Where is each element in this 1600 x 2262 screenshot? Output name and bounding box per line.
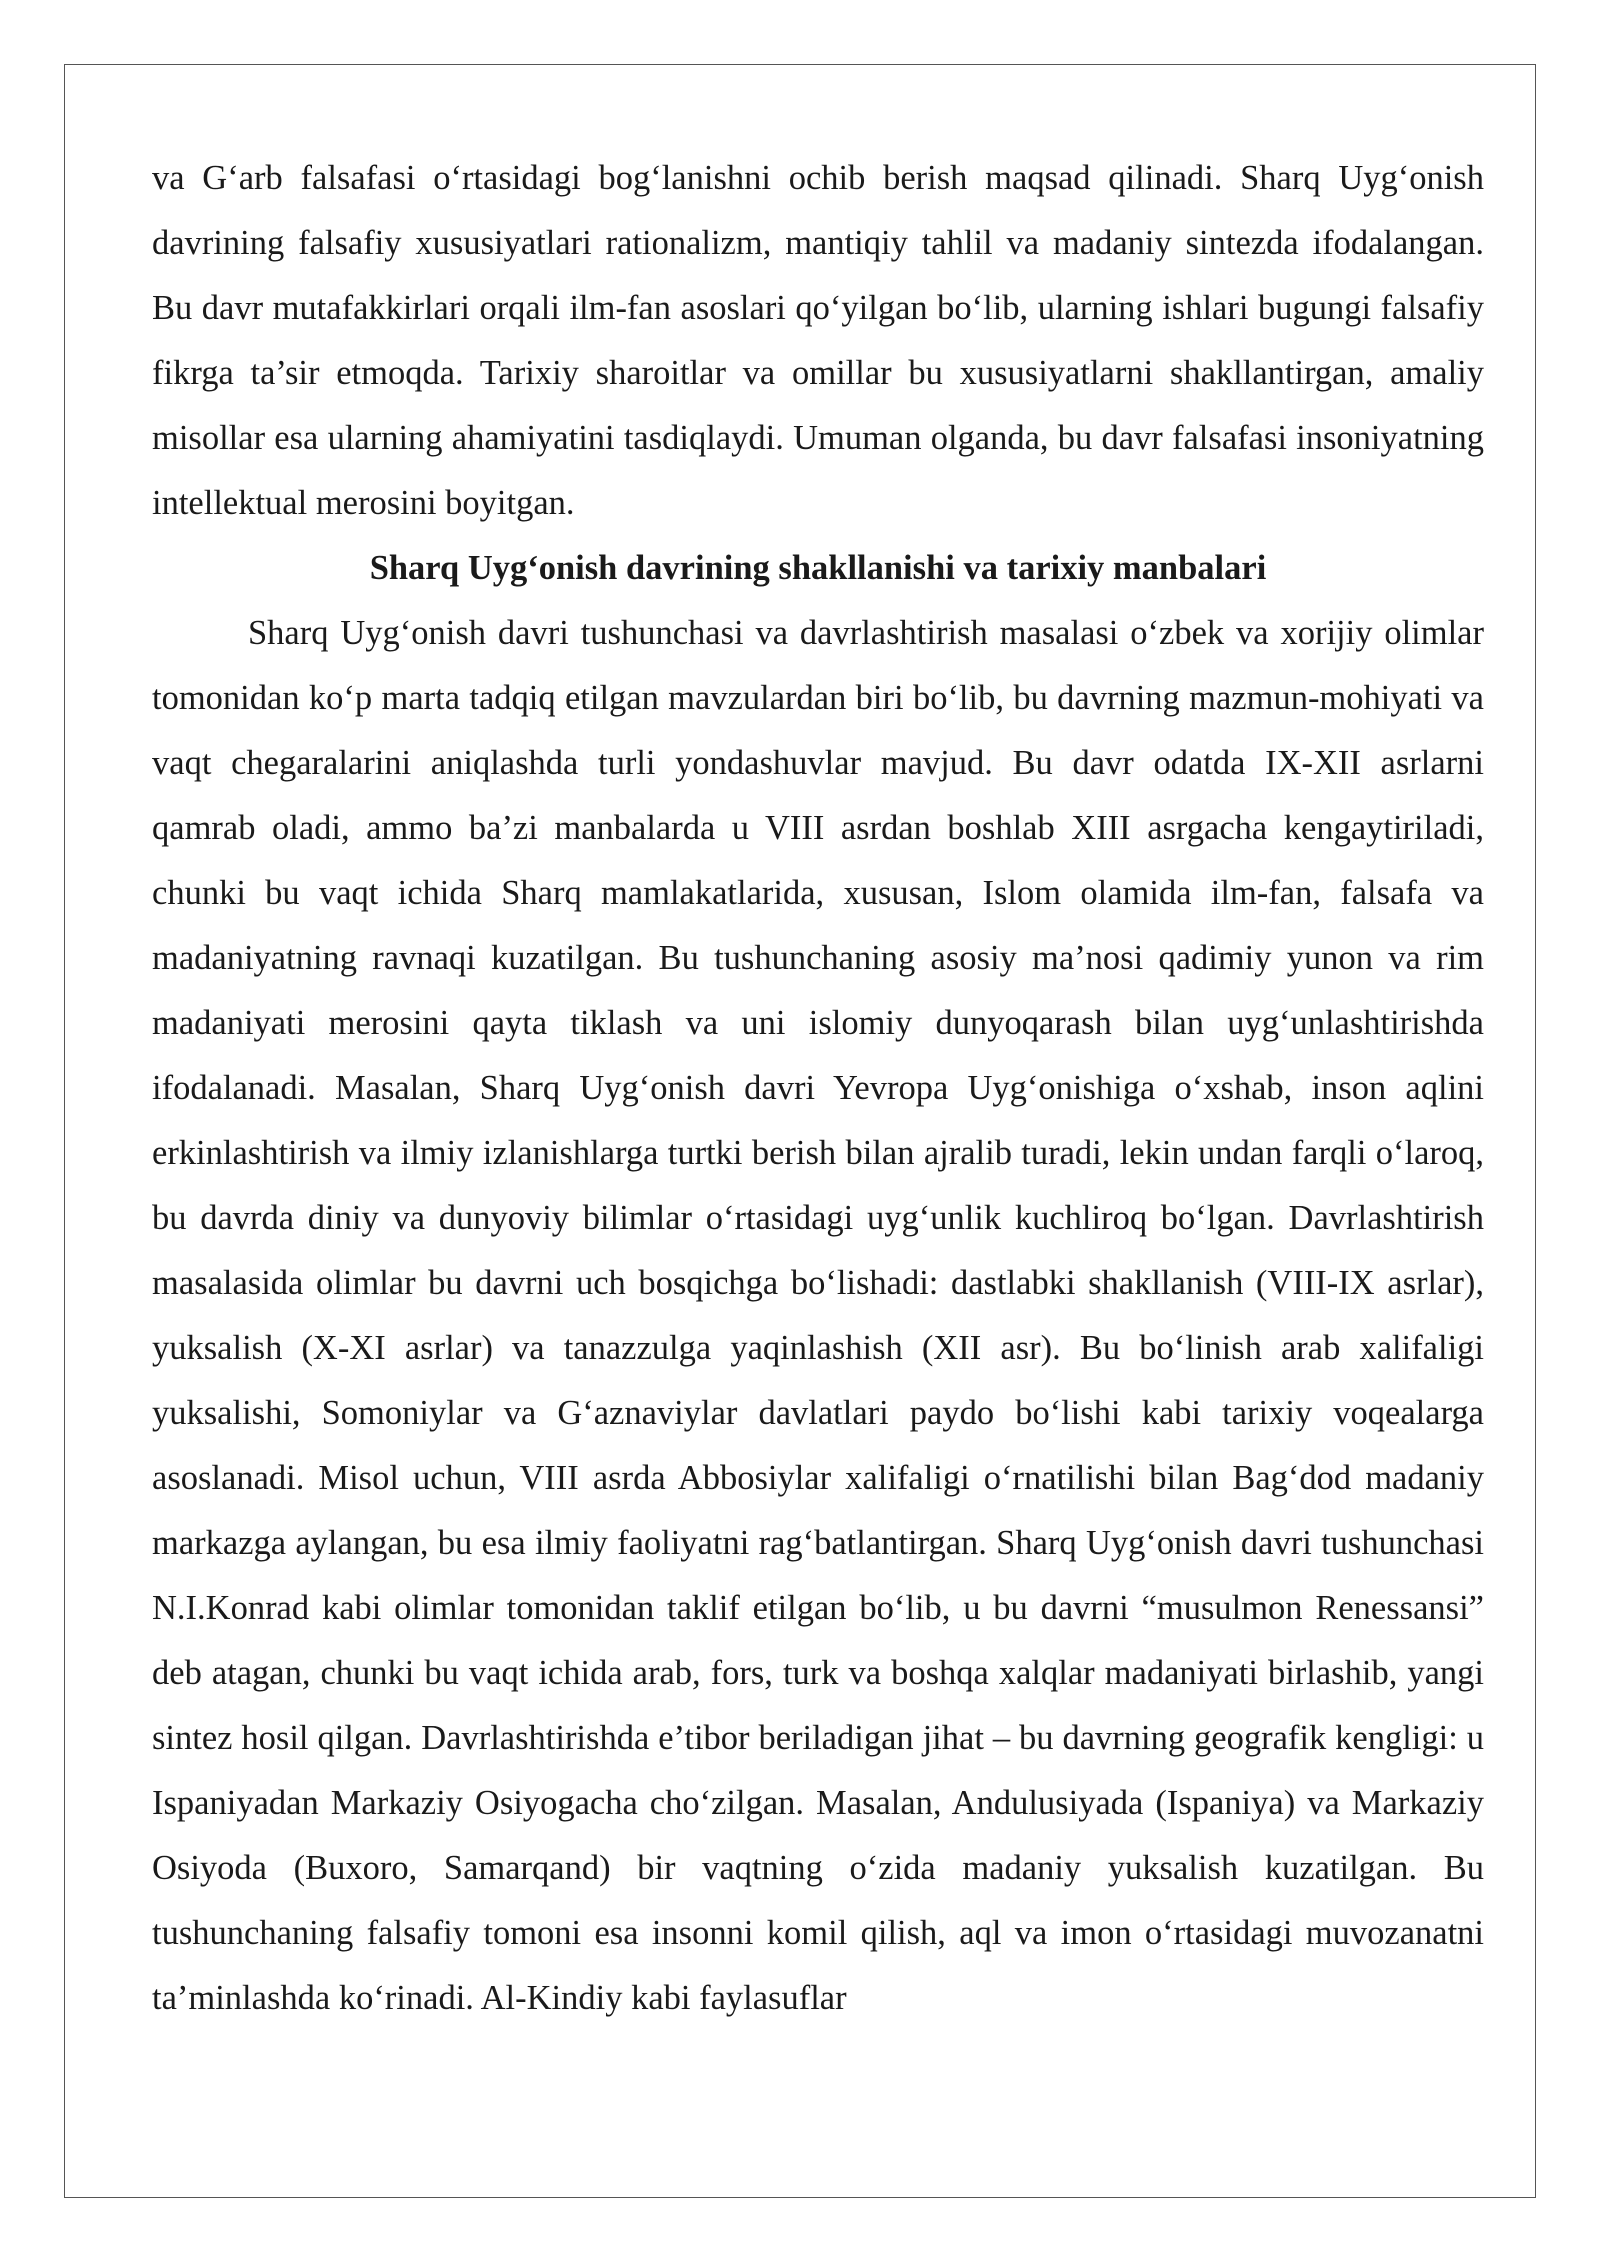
- paragraph-1: va G‘arb falsafasi o‘rtasidagi bog‘lanishni ochib berish maqsad qilinadi. Sharq Uyg‘onish davrining falsafiy xususiyatlari rationalizm, mantiqiy tahlil va madaniy sintezda ifodalangan. Bu davr mutafakkirlari orqali ilm-fan asoslari qo‘yilgan bo‘lib, ularning ishlari bugungi falsafiy fikrga ta’sir etmoqda. Tarixiy sharoitlar va omillar bu xususiyatlarni shakllantirgan, amaliy misollar esa ularning ahamiyatini tasdiqlaydi. Umuman olganda, bu davr falsafasi insoniyatning intellektual merosini boyitgan.: [152, 159, 1484, 522]
- document-body: [152, 146, 1484, 2031]
- section-heading: Sharq Uyg‘onish davrining shakllanishi va tarixiy manbalari: [369, 549, 1267, 587]
- paragraph-2: Sharq Uyg‘onish davri tushunchasi va davrlashtirish masalasi o‘zbek va xorijiy olimlar tomonidan ko‘p marta tadqiq etilgan mavzulardan biri bo‘lib, bu davrning mazmun-mohiyati va vaqt chegaralarini aniqlashda turli yondashuvlar mavjud. Bu davr odatda IX-XII asrlarni qamrab oladi, ammo ba’zi manbalarda u VIII asrdan boshlab XIII asrgacha kengaytiriladi, chunki bu vaqt ichida Sharq mamlakatlarida, xususan, Islom olamida ilm-fan, falsafa va madaniyatning ravnaqi kuzatilgan. Bu tushunchaning asosiy ma’nosi qadimiy yunon va rim madaniyati merosini qayta tiklash va uni islomiy dunyoqarash bilan uyg‘unlashtirishda ifodalanadi. Masalan, Sharq Uyg‘onish davri Yevropa Uyg‘onishiga o‘xshab, inson aqlini erkinlashtirish va ilmiy izlanishlarga turtki berish bilan ajralib turadi, lekin undan farqli o‘laroq, bu davrda diniy va dunyoviy bilimlar o‘rtasidagi uyg‘unlik kuchliroq bo‘lgan. Davrlashtirish masalasida olimlar bu davrni uch bosqichga bo‘lishadi: dastlabki shakllanish (VIII-IX asrlar), yuksalish (X-XI asrlar) va tanazzulga yaqinlashish (XII asr). Bu bo‘linish arab xalifaligi yuksalishi, Somoniylar va G‘aznaviylar davlatlari paydo bo‘lishi kabi tarixiy voqealarga asoslanadi. Misol uchun, VIII asrda Abbosiylar xalifaligi o‘rnatilishi bilan Bag‘dod madaniy markazga aylangan, bu esa ilmiy faoliyatni rag‘batlantirgan. Sharq Uyg‘onish davri tushunchasi N.I.Konrad kabi olimlar tomonidan taklif etilgan bo‘lib, u bu davrni “musulmon Renessansi” deb atagan, chunki bu vaqt ichida arab, fors, turk va boshqa xalqlar madaniyati birlashib, yangi sintez hosil qilgan. Davrlashtirishda e’tibor beriladigan jihat – bu davrning geografik kengligi: u Ispaniyadan Markaziy Osiyogacha cho‘zilgan. Masalan, Andulusiyada (Ispaniya) va Markaziy Osiyoda (Buxoro, Samarqand) bir vaqtning o‘zida madaniy yuksalish kuzatilgan. Bu tushunchaning falsafiy tomoni esa insonni komil qilish, aql va imon o‘rtasidagi muvozanatni ta’minlashda ko‘rinadi. Al-Kindiy kabi faylasuflar: [152, 614, 1484, 2017]
